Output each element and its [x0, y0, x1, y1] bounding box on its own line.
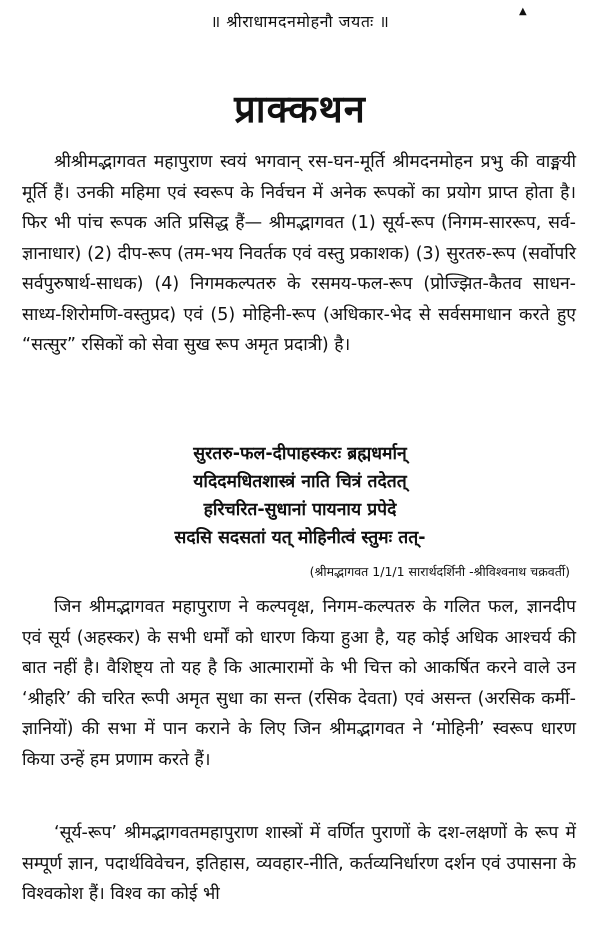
invocation-header: ॥ श्रीराधामदनमोहनौ जयतः ॥: [210, 12, 390, 31]
verse-line-1: सुरतरु-फल-दीपाहस्करः ब्रह्मधर्मान्: [193, 444, 407, 464]
verse-line-2: यदिदमधितशास्त्रं नाति चित्रं तदेतत्: [193, 472, 407, 492]
verse-reference: (श्रीमद्भागवत 1/1/1 सारार्थदर्शिनी -श्रीविश्वनाथ चक्रवर्ती): [309, 564, 570, 579]
page-title: प्राक्कथन: [234, 87, 366, 131]
paragraph-2: जिन श्रीमद्भागवत महापुराण ने कल्पवृक्ष, निगम-कल्पतरु के गलित फल, ज्ञानदीप एवं सूर्य (अहस्कर) के सभी धर्मों को धारण किया हुआ है, यह कोई अधिक आश्चर्य की बात नहीं है। वैशिष्ट्य तो यह है कि आत्मारामों के भी चित्त को आकर्षित करने वाले उन ‘श्रीहरि’ की चरित रूपी अमृत सुधा का सन्त (रसिक देवता) एवं असन्त (अरसिक कर्मी-ज्ञानियों) की सभा में पान कराने के लिए जिन श्रीमद्भागवत ने ‘मोहिनी’ स्वरूप धारण किया उन्हें हम प्रणाम करते हैं।: [22, 597, 576, 770]
corner-mark: ▲: [519, 6, 527, 17]
paragraph-3: ‘सूर्य-रूप’ श्रीमद्भागवतमहापुराण शास्त्रों में वर्णित पुराणों के दश-लक्षणों के रूप में सम्पूर्ण ज्ञान, पदार्थविवेचन, इतिहास, व्यवहार-नीति, कर्तव्यनिर्धारण दर्शन एवं उपासना के विश्वकोश हैं। विश्व का कोई भी: [22, 823, 576, 904]
verse-line-3: हरिचरित-सुधानां पायनाय प्रपेदे: [203, 500, 397, 520]
paragraph-1: श्रीश्रीमद्भागवत महापुराण स्वयं भगवान् रस-घन-मूर्ति श्रीमदनमोहन प्रभु की वाङ्मयी मूर्ति हैं। उनकी महिमा एवं स्वरूप के निर्वचन में अनेक रूपकों का प्रयोग प्राप्त होता है। फिर भी पांच रूपक अति प्रसिद्ध हैं— श्रीमद्भागवत (1) सूर्य-रूप (निगम-साररूप, सर्व-ज्ञानाधार) (2) दीप-रूप (तम-भय निवर्तक एवं वस्तु प्रकाशक) (3) सुरतरु-रूप (सर्वोपरि सर्वपुरुषार्थ-साधक) (4) निगमकल्पतरु के रसमय-फल-रूप (प्रोज्झित-कैतव साधन-साध्य-शिरोमणि-वस्तुप्रद) एवं (5) मोहिनी-रूप (अधिकार-भेद से सर्वसमाधान करते हुए “सत्सुर” रसिकों को सेवा सुख रूप अमृत प्रदात्री) है।: [22, 152, 576, 355]
verse-block: [0, 440, 600, 552]
verse-line-4: सदसि सदसतां यत् मोहिनीत्वं स्तुमः तत्-: [174, 528, 426, 548]
